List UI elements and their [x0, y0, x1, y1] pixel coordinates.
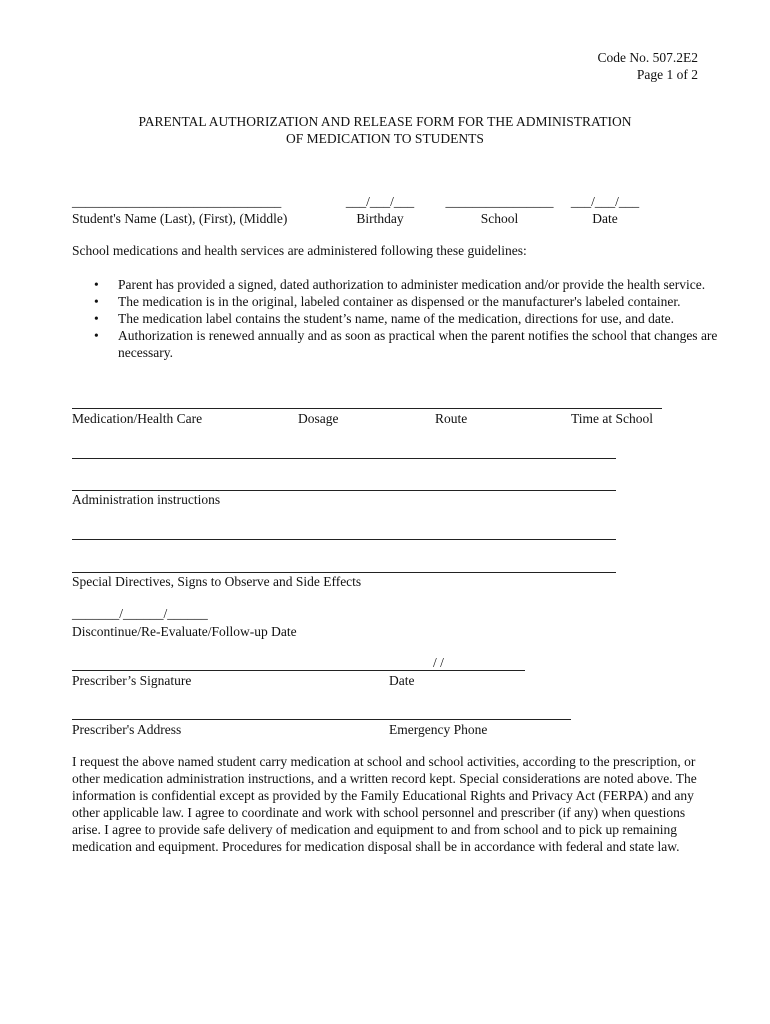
code-number: Code No. 507.2E2 — [597, 50, 698, 65]
prescriber-date-label: Date — [389, 673, 415, 688]
student-name-label: Student's Name (Last), (First), (Middle) — [72, 211, 288, 226]
prescriber-address-label: Prescriber's Address — [72, 722, 182, 737]
discontinue-date-field[interactable]: _______/______/______ — [72, 606, 208, 621]
prescriber-signature-line[interactable] — [72, 670, 525, 671]
guideline-item: • Parent has provided a signed, dated authorization to administer medication and/or provide the health service. — [118, 276, 743, 293]
special-directives-label: Special Directives, Signs to Observe and Side Effects — [72, 574, 362, 589]
form-title — [0, 113, 770, 147]
dosage-label: Dosage — [298, 411, 339, 426]
prescriber-address-line[interactable] — [72, 719, 571, 720]
date-label: Date — [592, 211, 618, 226]
guideline-item: • The medication is in the original, labeled container as dispensed or the manufacturer's labeled container. — [118, 293, 743, 310]
prescriber-date-field[interactable]: / / — [433, 655, 444, 670]
birthday-field[interactable]: ___/___/___ — [345, 194, 415, 209]
guidelines-intro: School medications and health services are administered following these guidelines: — [72, 243, 527, 258]
form-title-line-1: PARENTAL AUTHORIZATION AND RELEASE FORM FOR THE ADMINISTRATION — [138, 114, 632, 129]
student-name-field[interactable]: _______________________________ — [72, 194, 282, 209]
medication-label: Medication/Health Care — [72, 411, 203, 426]
page-number: Page 1 of 2 — [636, 67, 698, 82]
route-label: Route — [435, 411, 468, 426]
guideline-item: • The medication label contains the student’s name, name of the medication, directions for use, and date. — [118, 310, 743, 327]
guidelines-list — [72, 276, 743, 361]
date-field[interactable]: ___/___/___ — [570, 194, 640, 209]
time-at-school-label: Time at School — [571, 411, 654, 426]
guideline-item: • Authorization is renewed annually and as soon as practical when the parent notifies the school that changes are necessary. — [118, 327, 743, 361]
birthday-label: Birthday — [356, 211, 404, 226]
form-title-line-2: OF MEDICATION TO STUDENTS — [286, 131, 484, 146]
prescriber-signature-label: Prescriber’s Signature — [72, 673, 192, 688]
consent-paragraph: I request the above named student carry medication at school and school activities, according to the prescription, or other medication administration instructions, and a written record kept. Special considerations are noted above. The information is confidential except as provided by the Family Educational Rights and Privacy Act (FERPA) and any other applicable law. I agree to coordinate and work with school personnel and prescriber (if any) when questions arise. I agree to provide safe delivery of medication and equipment to and from school and to pick up remaining medication and equipment. Procedures for medication disposal shall be in accordance with federal and state law. — [72, 754, 697, 854]
administration-input-line[interactable] — [72, 490, 616, 491]
school-label: School — [480, 211, 519, 226]
school-field[interactable]: ________________ — [445, 194, 554, 209]
administration-input-line[interactable] — [72, 458, 616, 459]
medication-input-line[interactable] — [72, 408, 662, 409]
document-header — [598, 49, 699, 83]
special-directives-input-line[interactable] — [72, 539, 616, 540]
discontinue-date-label: Discontinue/Re-Evaluate/Follow-up Date — [72, 624, 297, 639]
special-directives-input-line[interactable] — [72, 572, 616, 573]
emergency-phone-label: Emergency Phone — [389, 722, 488, 737]
administration-label: Administration instructions — [72, 492, 221, 507]
